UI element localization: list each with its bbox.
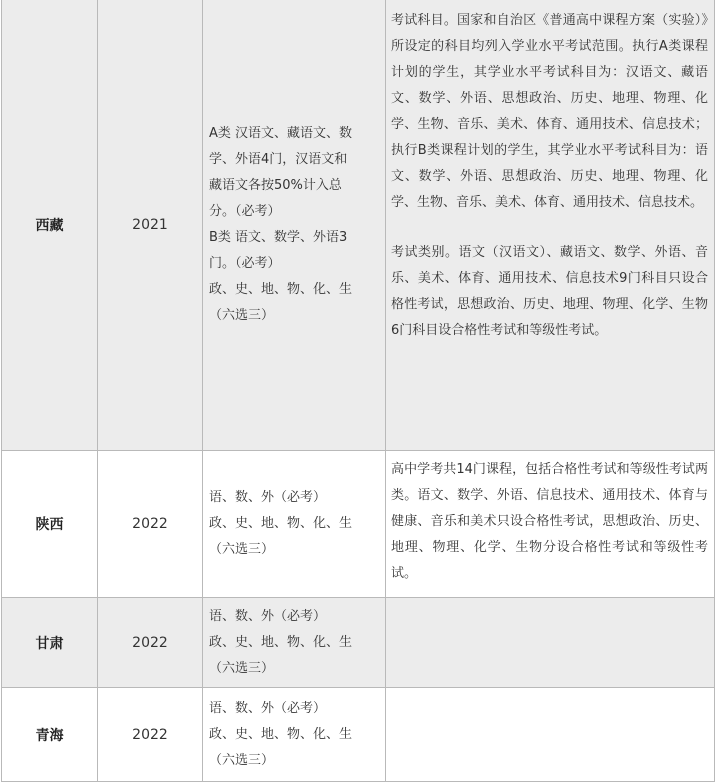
subject-line: B类 语文、数学、外语3 [209, 230, 348, 245]
subject-line: （六选三） [209, 308, 275, 323]
table-row [2, 598, 715, 688]
subject-line: A类 汉语文、藏语文、数 [209, 126, 353, 141]
subject-line: 学、外语4门，汉语文和 [209, 152, 348, 167]
year-cell: 2022 [98, 688, 203, 782]
subjects-cell [203, 451, 386, 598]
description-cell [386, 451, 715, 598]
year-cell: 2022 [98, 598, 203, 688]
subject-line: 语、数、外（必考） [209, 608, 327, 624]
subject-line: 政、史、地、物、化、生 [209, 516, 353, 531]
subject-line: （六选三） [209, 660, 275, 676]
subject-line: 政、史、地、物、化、生 [209, 634, 353, 650]
province-cell: 甘肃 [2, 598, 98, 688]
year-cell: 2021 [98, 0, 203, 451]
province-cell: 西藏 [2, 0, 98, 451]
subjects-cell [203, 688, 386, 782]
subject-line: 门。（必考） [209, 256, 281, 271]
exam-policy-table [1, 0, 715, 782]
province-cell: 青海 [2, 688, 98, 782]
subjects-cell [203, 598, 386, 688]
description-cell [386, 0, 715, 451]
description-paragraph: 考试类别。语文（汉语文）、藏语文、数学、外语、音乐、美术、体育、通用技术、信息技术9门科目只设合格性考试，思想政治、历史、地理、物理、化学、生物6门科目设合格性考试和等级性考试。 [391, 245, 708, 338]
description-paragraph: 考试科目。国家和自治区《普通高中课程方案（实验）》所设定的科目均列入学业水平考试范围。执行A类课程计划的学生，其学业水平考试科目为：汉语文、藏语文、数学、外语、思想政治、历史、地理、物理、化学、生物、音乐、美术、体育、通用技术、信息技术；执行B类课程计划的学生，其学业水平考试科目为：语文、数学、外语、思想政治、历史、地理、物理、化学、生物、音乐、美术、体育、通用技术、信息技术。 [391, 13, 708, 210]
table-row [2, 451, 715, 598]
description-cell [386, 688, 715, 782]
subject-line: 藏语文各按50%计入总 [209, 178, 342, 193]
province-cell: 陕西 [2, 451, 98, 598]
table-row [2, 688, 715, 782]
description-cell [386, 598, 715, 688]
table-row [2, 0, 715, 451]
subject-line: 语、数、外（必考） [209, 700, 327, 716]
description-paragraph: 高中学考共14门课程，包括合格性考试和等级性考试两类。语文、数学、外语、信息技术、通用技术、体育与健康、音乐和美术只设合格性考试，思想政治、历史、地理、物理、化学、生物分设合格性考试和等级性考试。 [391, 462, 708, 581]
subject-line: 政、史、地、物、化、生 [209, 726, 353, 742]
subjects-cell [203, 0, 386, 451]
subject-line: 语、数、外（必考） [209, 490, 327, 505]
subject-line: 政、史、地、物、化、生 [209, 282, 353, 297]
subject-line: 分。（必考） [209, 204, 281, 219]
subject-line: （六选三） [209, 542, 275, 557]
subject-line: （六选三） [209, 752, 275, 768]
year-cell: 2022 [98, 451, 203, 598]
